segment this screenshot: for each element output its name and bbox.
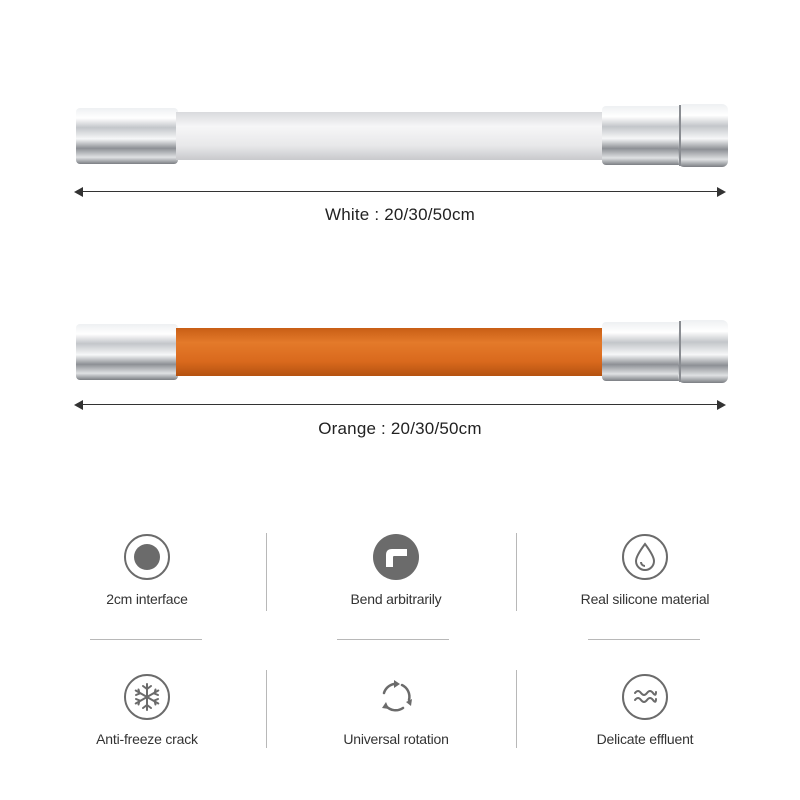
feature-interface [62,533,232,607]
divider [516,533,517,611]
waves-icon [621,673,669,721]
feature-label: 2cm interface [106,591,188,607]
bend-pipe-icon [372,533,420,581]
feature-antifreeze [62,673,232,747]
orange-caption: Orange : 20/30/50cm [318,419,482,438]
feature-effluent [560,673,730,747]
snowflake-icon [123,673,171,721]
divider [588,639,700,640]
orange-length-arrow [74,399,726,411]
divider [266,670,267,748]
target-circle-icon [123,533,171,581]
feature-silicone [560,533,730,607]
orange-hose-image [70,319,730,385]
white-caption: White : 20/30/50cm [324,205,476,224]
water-drop-icon [621,533,669,581]
divider [516,670,517,748]
feature-label: Universal rotation [343,731,449,747]
feature-rotation [311,673,481,747]
white-length-arrow [74,186,726,198]
white-hose-image [70,103,730,169]
divider [90,639,202,640]
feature-label: Anti-freeze crack [96,731,198,747]
feature-label: Real silicone material [580,591,710,607]
feature-label: Delicate effluent [596,731,694,747]
feature-label: Bend arbitrarily [350,591,442,607]
divider [266,533,267,611]
feature-bend [311,533,481,607]
divider [337,639,449,640]
rotation-arrows-icon [372,673,420,721]
